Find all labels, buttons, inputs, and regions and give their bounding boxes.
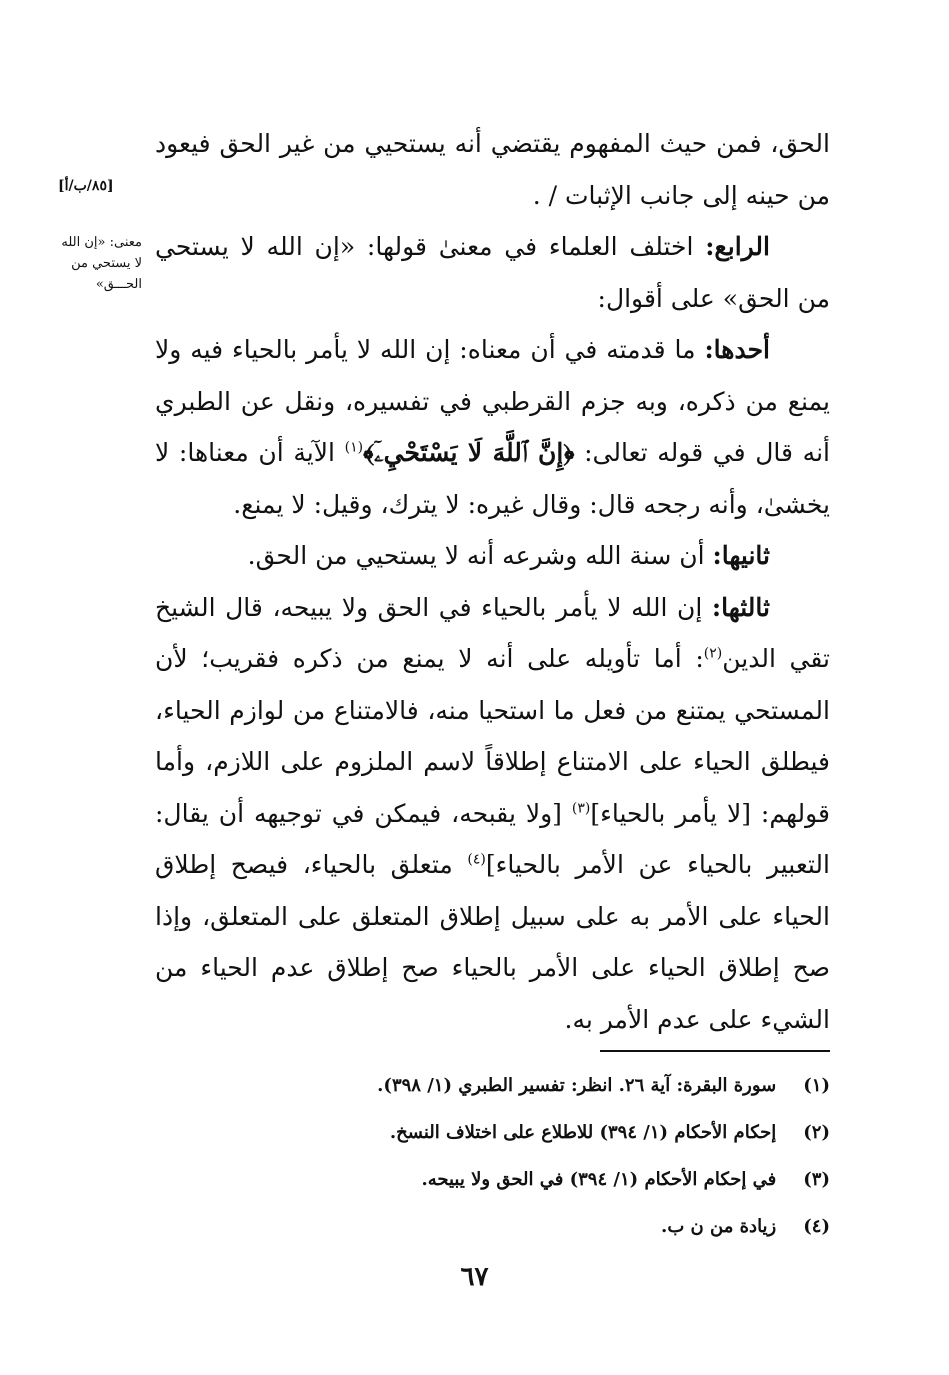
- paragraph: [155, 221, 830, 324]
- text-run: الآية أن معناها: لا يخشىٰ، وأنه رجحه قال: وقال غيره: لا يترك، وقيل: لا يمنع.: [155, 438, 830, 519]
- text-run: أن سنة الله وشرعه أنه لا يستحيي من الحق.: [247, 541, 713, 570]
- paragraph-lead: الرابع:: [705, 232, 770, 261]
- footnote-item: [200, 1156, 830, 1203]
- footnote-text: زيادة من ن ب.: [661, 1216, 777, 1237]
- footnote-number: (٣): [803, 1169, 830, 1190]
- quran-quote: ﴿إِنَّ ٱللَّهَ لَا يَسْتَحْيِۦٓ﴾: [363, 438, 575, 467]
- footnote-ref: (٤): [467, 851, 486, 868]
- margin-note: [42, 232, 142, 295]
- text-run: : أما تأويله على أنه لا يمنع من ذكره فقريب؛ لأن المستحي يمتنع من فعل ما استحيا منه، فالامتناع من لوازم الحياء، فيطلق الحياء على الامتناع إطلاقاً لاسم الملزوم على اللازم، وأما قولهم: [لا يأمر بالحياء]: [155, 644, 830, 828]
- footnote-ref: (٢): [703, 645, 723, 662]
- footnote-text: في إحكام الأحكام (١/ ٣٩٤) في الحق ولا يبيحه.: [421, 1169, 777, 1190]
- footnote-number: (١): [803, 1075, 830, 1096]
- paragraph: [155, 530, 830, 582]
- margin-note-line: لا يستحي من: [71, 256, 142, 271]
- paragraph-lead: ثانيها:: [712, 541, 770, 570]
- footnote-number: (٢): [803, 1122, 830, 1143]
- paragraph: [155, 582, 830, 1046]
- page-number: ٦٧: [460, 1262, 489, 1292]
- footnote-ref: (١): [344, 439, 364, 456]
- paragraph: [155, 118, 830, 221]
- manuscript-folio-reference: [٨٥/ب/أ]: [58, 178, 114, 194]
- footnote-ref: (٣): [571, 800, 591, 817]
- footnote-text: سورة البقرة: آية ٢٦. انظر: تفسير الطبري (١/ ٣٩٨).: [377, 1075, 777, 1096]
- paragraph-lead: أحدها:: [704, 335, 770, 364]
- paragraph: [155, 324, 830, 530]
- footnote-divider: [600, 1050, 830, 1052]
- footnotes: [200, 1062, 830, 1250]
- text-run: متعلق بالحياء، فيصح إطلاق الحياء على الأمر به على سبيل إطلاق المتعلق على المتعلق، وإذا صح إطلاق الحياء على الأمر بالحياء صح إطلاق عدم الحياء من الشيء على عدم الأمر به.: [155, 850, 830, 1034]
- footnote-number: (٤): [803, 1216, 830, 1237]
- text-run: [ولا يقبحه، فيمكن في توجيهه أن يقال: التعبير بالحياء عن الأمر بالحياء]: [155, 798, 830, 879]
- footnote-item: [200, 1062, 830, 1109]
- text-run: اختلف العلماء في معنىٰ قولها: «إن الله لا يستحي من الحق» على أقوال:: [155, 232, 830, 313]
- text-run: ما قدمته في أن معناه: إن الله لا يأمر بالحياء فيه ولا يمنع من ذكره، وبه جزم القرطبي في تفسيره، ونقل عن الطبري أنه قال في قوله تعالى:: [155, 335, 830, 467]
- footnote-text: إحكام الأحكام (١/ ٣٩٤) للاطلاع على اختلاف النسخ.: [389, 1122, 777, 1143]
- margin-note-line: الحـــق»: [95, 277, 142, 292]
- footnote-item: [200, 1109, 830, 1156]
- footnote-item: [200, 1203, 830, 1250]
- main-text-block: [155, 118, 830, 1045]
- paragraph-lead: ثالثها:: [711, 592, 770, 622]
- text-run: إن الله لا يأمر بالحياء في الحق ولا يبيحه، قال الشيخ تقي الدين: [155, 592, 830, 673]
- text-run: الحق، فمن حيث المفهوم يقتضي أنه يستحيي من غير الحق فيعود من حينه إلى جانب الإثبات / .: [155, 129, 830, 210]
- margin-note-line: معنى: «إن الله: [61, 235, 142, 250]
